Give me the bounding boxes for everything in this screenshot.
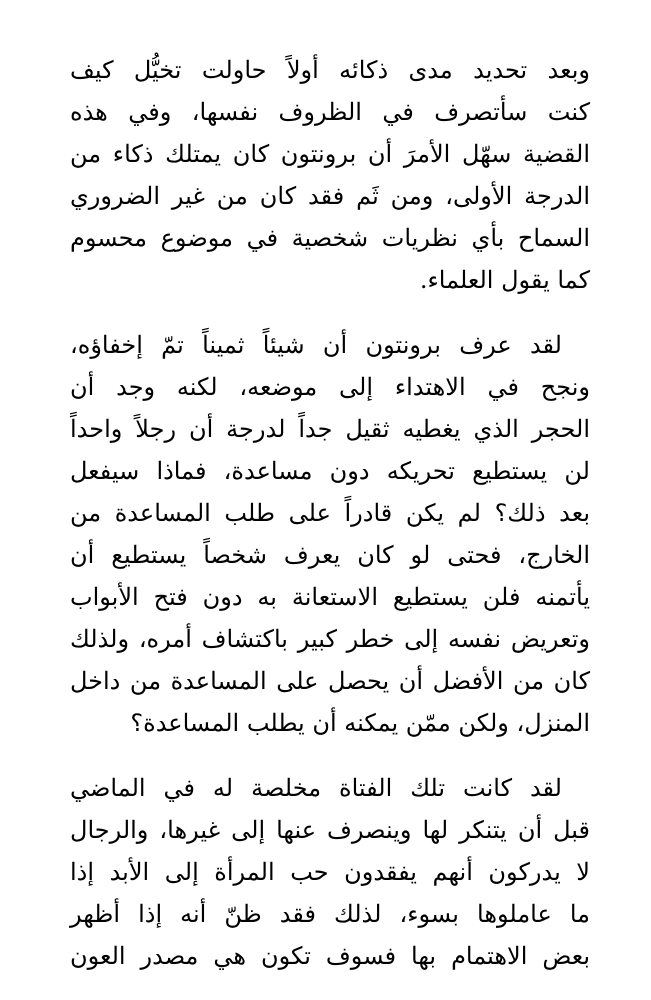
paragraph-3 — [70, 767, 590, 977]
text-line: القضية سهّل الأمرَ أن برونتون كان يمتلك ذكاء من — [70, 140, 590, 168]
text-line: يأتمنه فلن يستطيع الاستعانة به دون فتح الأبواب — [70, 583, 590, 611]
text-line: المنزل، ولكن ممّن يمكنه أن يطلب المساعدة؟ — [130, 709, 590, 737]
text-line: ونجح في الاهتداء إلى موضعه، لكنه وجد أن — [70, 373, 590, 401]
text-line: الخارج، فحتى لو كان يعرف شخصاً يستطيع أن — [70, 541, 590, 569]
text-line: كما يقول العلماء. — [419, 266, 590, 294]
text-line: كنت سأتصرف في الظروف نفسها، وفي هذه — [70, 98, 590, 126]
paragraph-2 — [70, 324, 590, 744]
paragraph-1 — [70, 49, 590, 301]
text-line: الدرجة الأولى، ومن ثَم فقد كان من غير الضروري — [70, 182, 590, 210]
text-line: قبل أن يتنكر لها وينصرف عنها إلى غيرها، والرجال — [70, 816, 590, 844]
text-line: الحجر الذي يغطيه ثقيل جداً لدرجة أن رجلاً واحداً — [70, 415, 590, 443]
text-line: كان من الأفضل أن يحصل على المساعدة من داخل — [70, 667, 590, 695]
book-page — [70, 49, 590, 1000]
text-line: لقد عرف برونتون أن شيئاً ثميناً تمّ إخفاؤه، — [70, 331, 562, 359]
text-line: لا يدركون أنهم يفقدون حب المرأة إلى الأبد إذا — [70, 858, 590, 886]
text-line: وتعريض نفسه إلى خطر كبير باكتشاف أمره، ولذلك — [70, 625, 590, 653]
text-line: لن يستطيع تحريكه دون مساعدة، فماذا سيفعل — [70, 457, 590, 485]
text-line: وبعد تحديد مدى ذكائه أولاً حاولت تخيُّل كيف — [70, 56, 590, 84]
text-line: بعض الاهتمام بها فسوف تكون هي مصدر العون — [70, 942, 590, 970]
text-line: بعد ذلك؟ لم يكن قادراً على طلب المساعدة من — [70, 499, 590, 527]
text-line: لقد كانت تلك الفتاة مخلصة له في الماضي — [70, 774, 562, 802]
text-line: السماح بأي نظريات شخصية في موضوع محسوم — [70, 224, 590, 252]
text-line: ما عاملوها بسوء، لذلك فقد ظنّ أنه إذا أظهر — [70, 900, 590, 928]
